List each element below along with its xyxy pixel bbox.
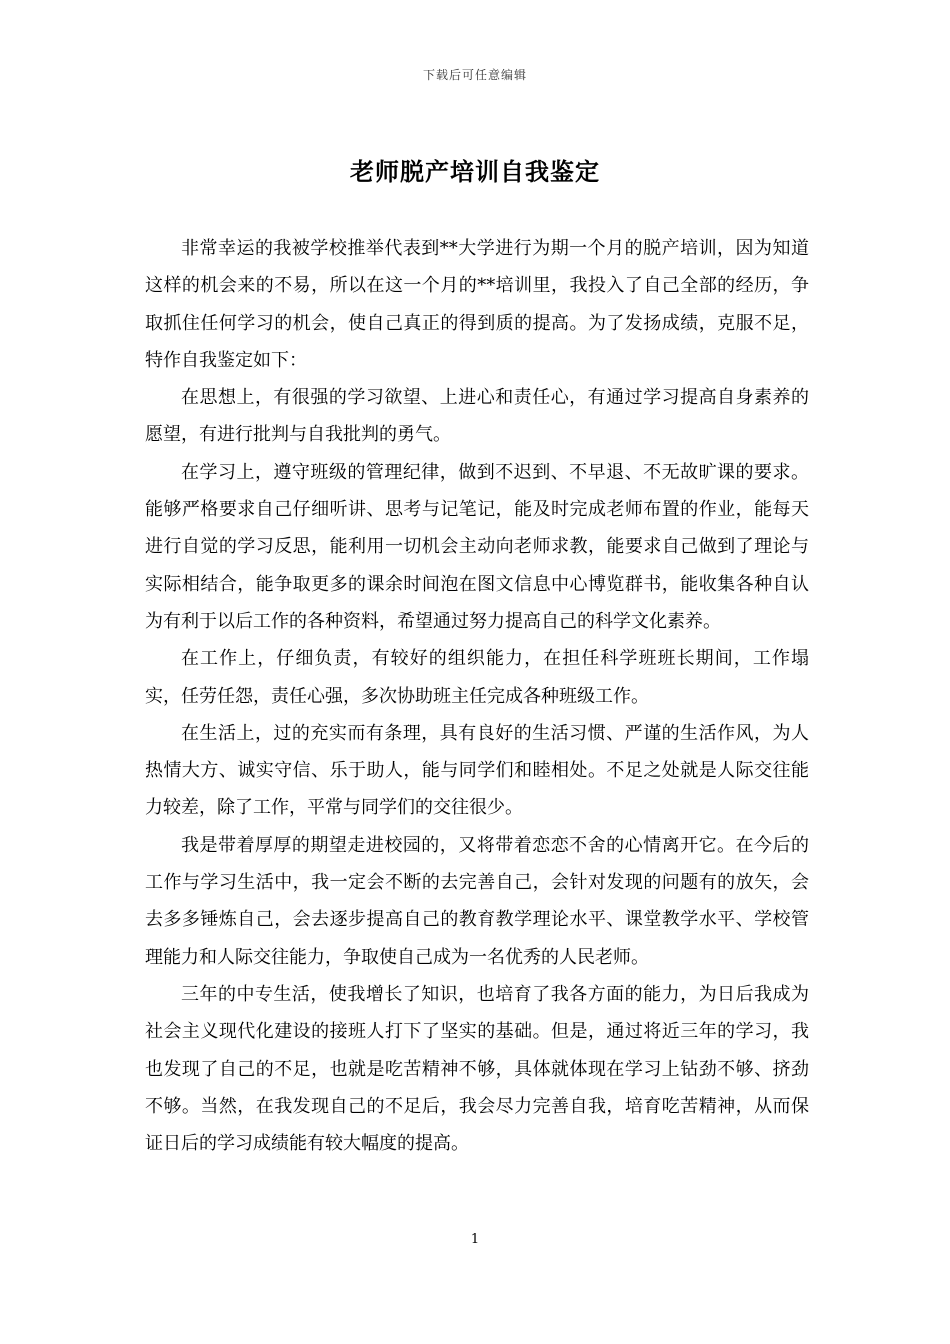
header-note: 下载后可任意编辑	[422, 68, 527, 82]
document-body	[145, 230, 809, 1162]
paragraph: 在思想上，有很强的学习欲望、上进心和责任心，有通过学习提高自身素养的愿望，有进行批判与自我批判的勇气。	[145, 387, 809, 446]
paragraph: 非常幸运的我被学校推举代表到**大学进行为期一个月的脱产培训，因为知道这样的机会来的不易，所以在这一个月的**培训里，我投入了自己全部的经历，争取抓住任何学习的机会，使自己真正的得到质的提高。为了发扬成绩，克服不足，特作自我鉴定如下：	[145, 238, 809, 371]
paragraph: 在工作上，仔细负责，有较好的组织能力，在担任科学班班长期间，工作塌实，任劳任怨，责任心强，多次协助班主任完成各种班级工作。	[145, 648, 809, 707]
document-title: 老师脱产培训自我鉴定	[350, 157, 600, 186]
paragraph: 我是带着厚厚的期望走进校园的，又将带着恋恋不舍的心情离开它。在今后的工作与学习生活中，我一定会不断的去完善自己，会针对发现的问题有的放矢，会去多多锤炼自己，会去逐步提高自己的教育教学理论水平、课堂教学水平、学校管理能力和人际交往能力，争取使自己成为一名优秀的人民老师。	[145, 834, 809, 968]
page-number: 1	[470, 1232, 480, 1247]
paragraph: 三年的中专生活，使我增长了知识，也培育了我各方面的能力，为日后我成为社会主义现代化建设的接班人打下了坚实的基础。但是，通过将近三年的学习，我也发现了自己的不足，也就是吃苦精神不够，具体就体现在学习上钻劲不够、挤劲不够。当然，在我发现自己的不足后，我会尽力完善自我，培育吃苦精神，从而保证日后的学习成绩能有较大幅度的提高。	[145, 983, 809, 1155]
paragraph: 在学习上，遵守班级的管理纪律，做到不迟到、不早退、不无故旷课的要求。能够严格要求自己仔细听讲、思考与记笔记，能及时完成老师布置的作业，能每天进行自觉的学习反思，能利用一切机会主动向老师求教，能要求自己做到了理论与实际相结合，能争取更多的课余时间泡在图文信息中心博览群书，能收集各种自认为有利于以后工作的各种资料，希望通过努力提高自己的科学文化素养。	[145, 461, 809, 632]
paragraph: 在生活上，过的充实而有条理，具有良好的生活习惯、严谨的生活作风，为人热情大方、诚实守信、乐于助人，能与同学们和睦相处。不足之处就是人际交往能力较差，除了工作，平常与同学们的交往很少。	[145, 722, 809, 819]
